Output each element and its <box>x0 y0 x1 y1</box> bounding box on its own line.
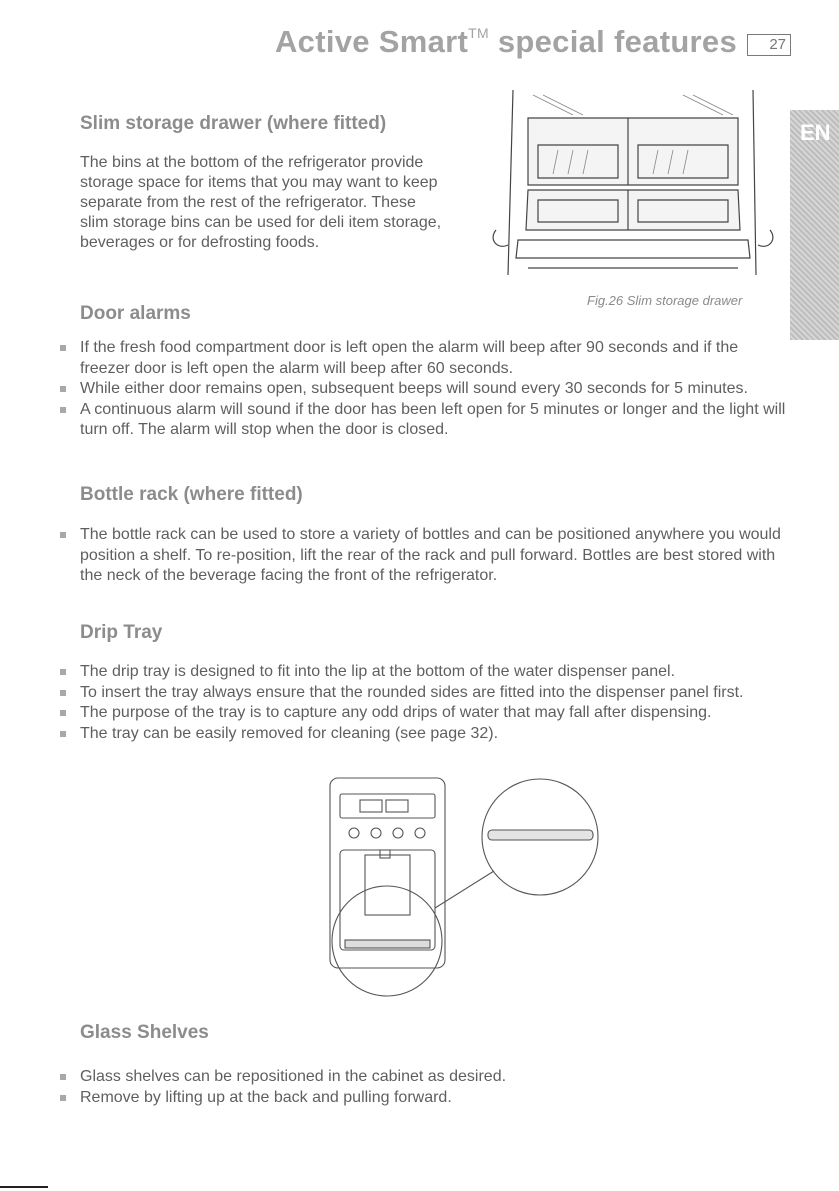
bottle-rack-list <box>60 525 790 587</box>
glass-shelves-heading: Glass Shelves <box>80 1022 209 1043</box>
list-item: The drip tray is designed to fit into the lip at the bottom of the water dispenser panel. <box>60 662 790 683</box>
language-tab <box>790 110 839 340</box>
paragraph-line: The bins at the bottom of the refrigerator provide <box>80 154 424 171</box>
slim-storage-paragraph <box>80 153 480 253</box>
bullet-icon <box>60 690 66 696</box>
language-tab-label: EN <box>800 120 831 145</box>
list-item: The tray can be easily removed for cleaning (see page 32). <box>60 724 790 745</box>
bottle-rack-heading: Bottle rack (where fitted) <box>80 484 303 505</box>
paragraph-line: separate from the rest of the refrigerator. These <box>80 194 416 211</box>
water-dispenser-illustration <box>320 770 620 1000</box>
door-alarms-list <box>60 338 790 441</box>
bullet-icon <box>60 731 66 737</box>
list-item: Glass shelves can be repositioned in the cabinet as desired. <box>60 1067 790 1088</box>
drip-tray-heading: Drip Tray <box>80 622 163 643</box>
list-item: If the fresh food compartment door is left open the alarm will beep after 90 seconds and if the freezer door is left open the alarm will beep after 60 seconds. <box>60 338 790 379</box>
list-item: Remove by lifting up at the back and pulling forward. <box>60 1088 790 1109</box>
glass-shelves-list <box>60 1067 790 1108</box>
list-item: The purpose of the tray is to capture any odd drips of water that may fall after dispensing. <box>60 703 790 724</box>
bottom-rule <box>0 1186 48 1188</box>
fridge-drawer-illustration <box>488 90 778 290</box>
slim-storage-heading: Slim storage drawer (where fitted) <box>80 113 387 134</box>
bullet-icon <box>60 1074 66 1080</box>
page-number: 27 <box>747 34 791 56</box>
bullet-icon <box>60 407 66 413</box>
list-item: The bottle rack can be used to store a variety of bottles and can be positioned anywhere you would position a shelf. To re-position, lift the rear of the rack and pull forward. Bottles are best stored with the neck of the beverage facing the front of the refrigerator. <box>60 525 790 587</box>
list-item: While either door remains open, subsequent beeps will sound every 30 seconds for 5 minutes. <box>60 379 790 400</box>
paragraph-line: storage space for items that you may want to keep <box>80 174 438 191</box>
bullet-icon <box>60 669 66 675</box>
paragraph-line: beverages or for defrosting foods. <box>80 234 320 251</box>
paragraph-line: slim storage bins can be used for deli item storage, <box>80 214 442 231</box>
bullet-icon <box>60 386 66 392</box>
figure-caption: Fig.26 Slim storage drawer <box>587 293 743 308</box>
list-item: A continuous alarm will sound if the door has been left open for 5 minutes or longer and the light will turn off. The alarm will stop when the door is closed. <box>60 400 790 441</box>
bullet-icon <box>60 1095 66 1101</box>
bullet-icon <box>60 710 66 716</box>
drip-tray-list <box>60 662 790 744</box>
bullet-icon <box>60 345 66 351</box>
door-alarms-heading: Door alarms <box>80 303 191 324</box>
list-item: To insert the tray always ensure that the rounded sides are fitted into the dispenser panel first. <box>60 683 790 704</box>
bullet-icon <box>60 532 66 538</box>
page-title: Active Smart™ special features <box>274 24 737 59</box>
